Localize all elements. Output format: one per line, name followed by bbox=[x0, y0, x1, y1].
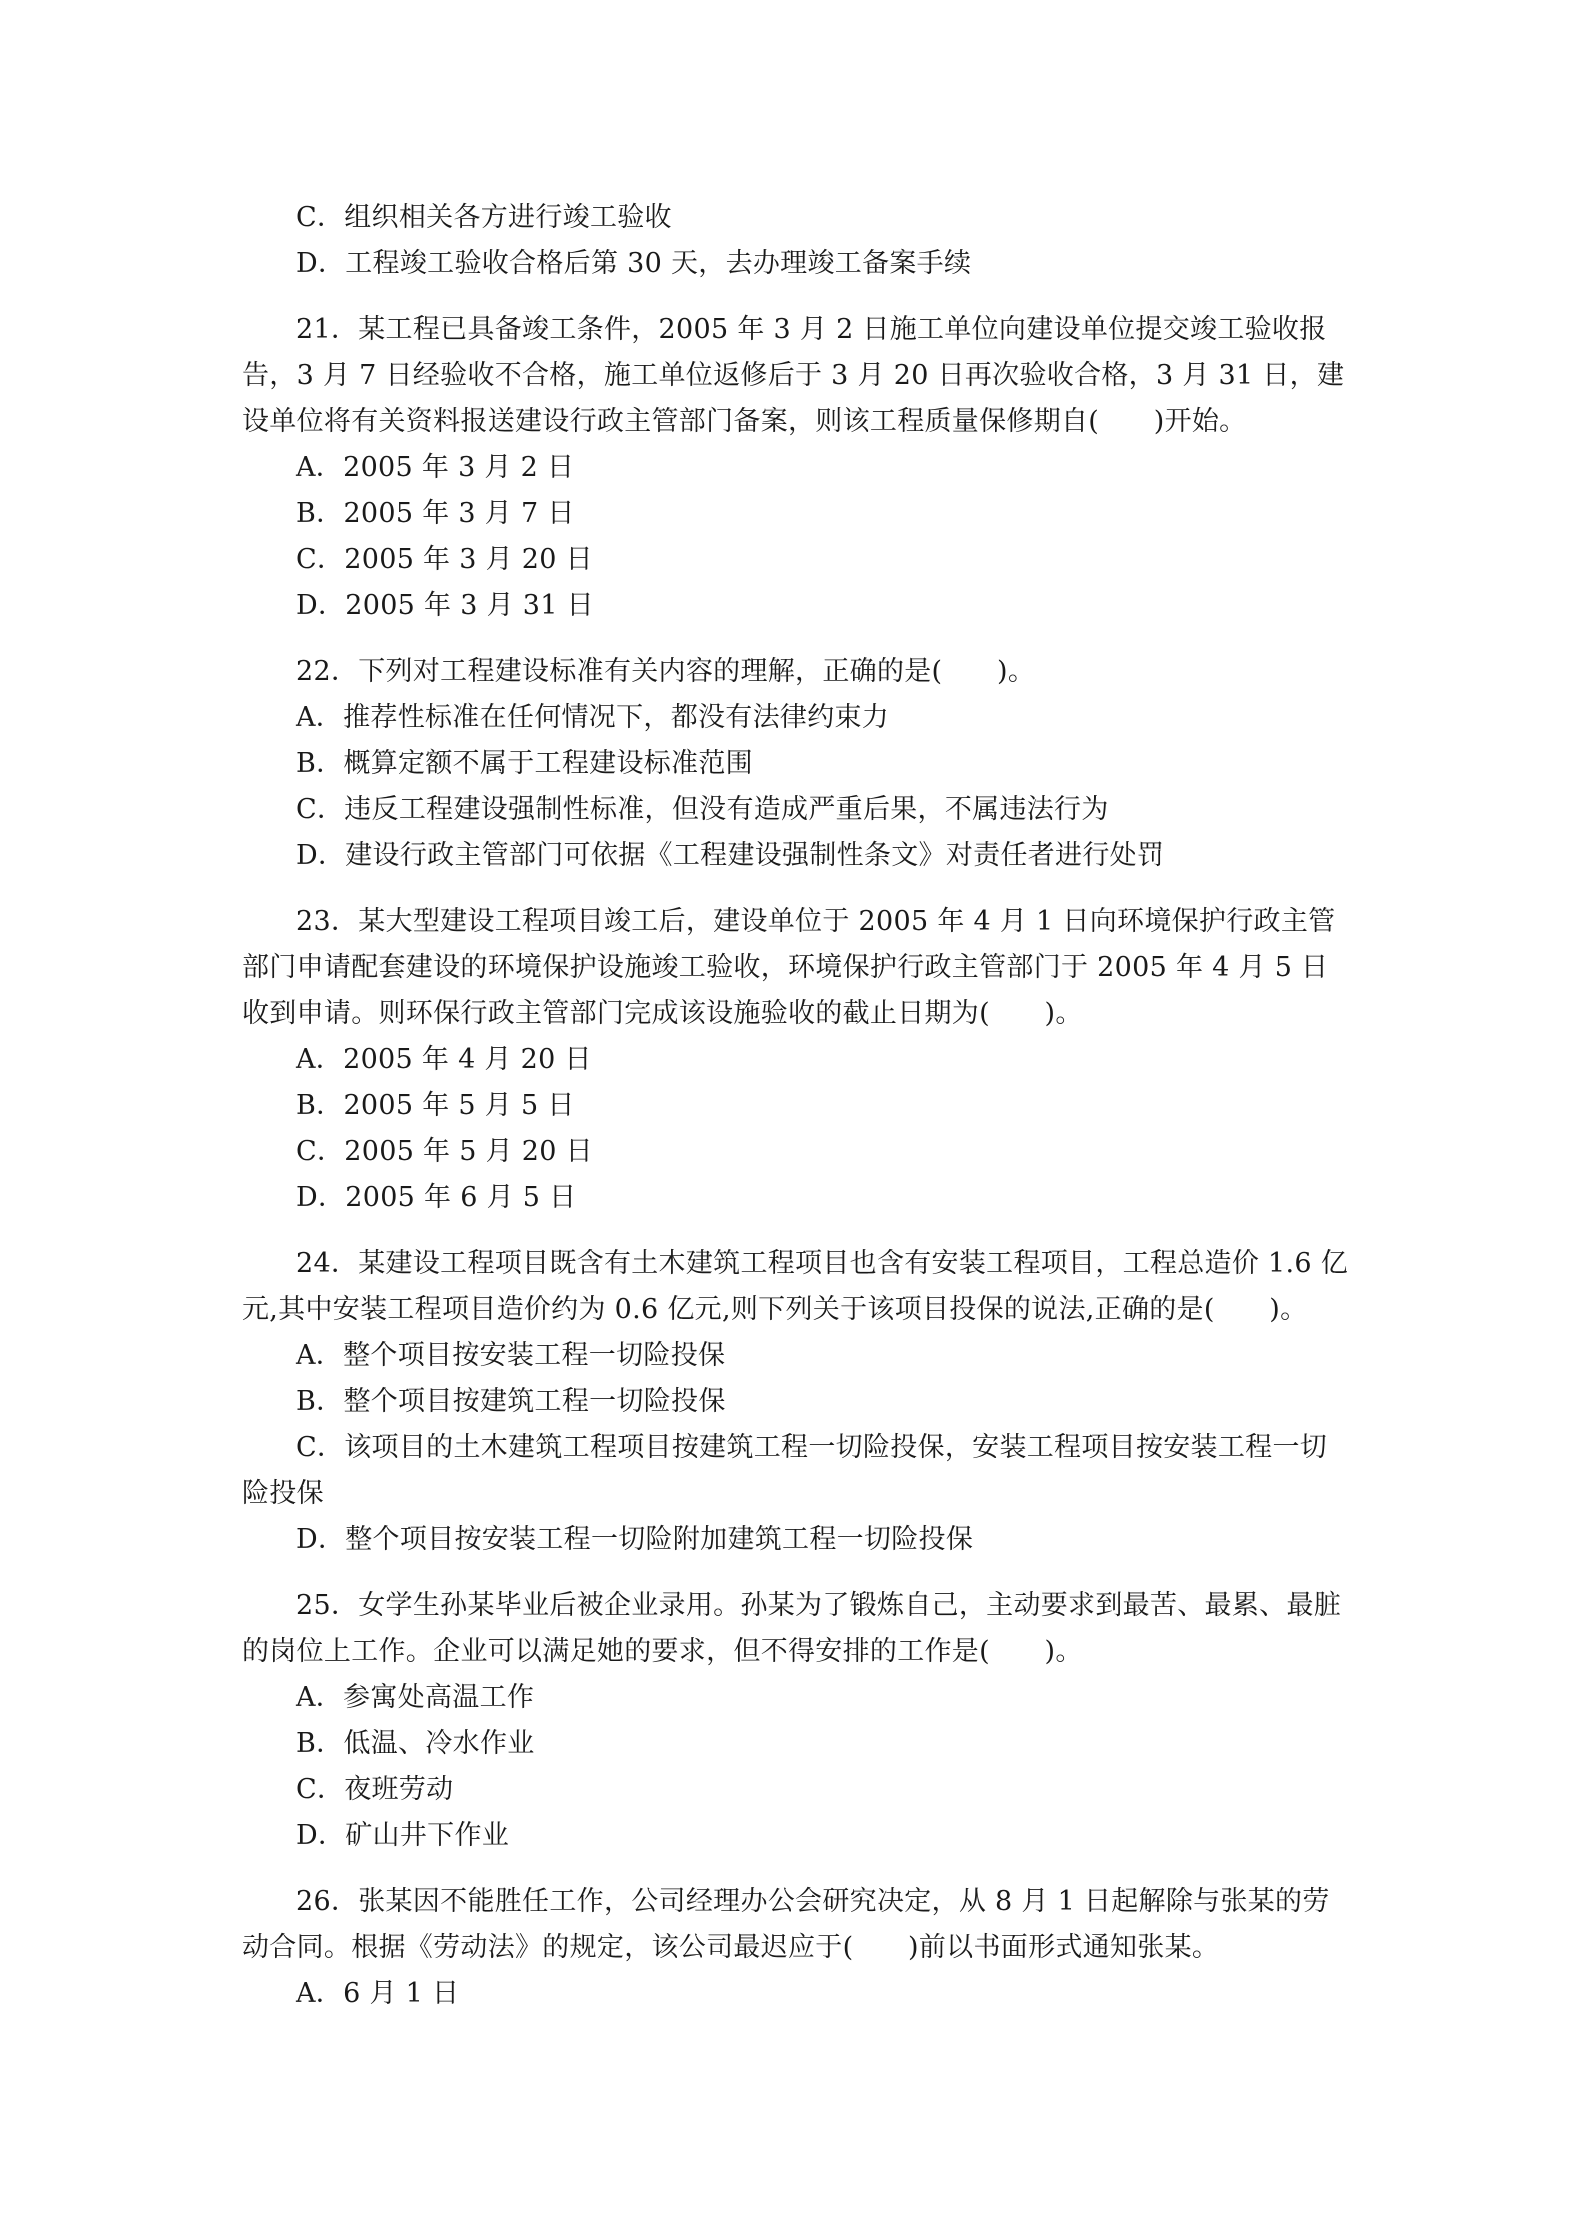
option-22-b: B．概算定额不属于工程建设标准范围 bbox=[296, 748, 753, 779]
option-22-c: C．违反工程建设强制性标准，但没有造成严重后果，不属违法行为 bbox=[296, 794, 1109, 825]
option-23-c: C．2005 年 5 月 20 日 bbox=[296, 1136, 593, 1167]
option-20-d: D．工程竣工验收合格后第 30 天，去办理竣工备案手续 bbox=[296, 248, 972, 279]
question-23 bbox=[242, 899, 1352, 1221]
option-23-a: A．2005 年 4 月 20 日 bbox=[296, 1044, 592, 1075]
question-23-stem: 23．某大型建设工程项目竣工后，建设单位于 2005 年 4 月 1 日向环境保护行政主管部门申请配套建设的环境保护设施竣工验收，环境保护行政主管部门于 2005 年 4 月 5 日收到申请。则环保行政主管部门完成该设施验收的截止日期为( )。 bbox=[242, 906, 1336, 1029]
option-21-c: C．2005 年 3 月 20 日 bbox=[296, 544, 593, 575]
question-24-stem: 24．某建设工程项目既含有土木建筑工程项目也含有安装工程项目，工程总造价 1.6 亿元,其中安装工程项目造价约为 0.6 亿元,则下列关于该项目投保的说法,正确的是( )。 bbox=[242, 1248, 1349, 1325]
option-24-d: D．整个项目按安装工程一切险附加建筑工程一切险投保 bbox=[296, 1524, 974, 1555]
document-page bbox=[242, 195, 1352, 2037]
option-20-c: C．组织相关各方进行竣工验收 bbox=[296, 202, 672, 233]
option-23-d: D．2005 年 6 月 5 日 bbox=[296, 1182, 577, 1213]
question-26 bbox=[242, 1879, 1352, 2017]
question-21-stem: 21．某工程已具备竣工条件，2005 年 3 月 2 日施工单位向建设单位提交竣工验收报告，3 月 7 日经验收不合格，施工单位返修后于 3 月 20 日再次验收合格，3 月 31 日，建设单位将有关资料报送建设行政主管部门备案，则该工程质量保修期自( )开始。 bbox=[242, 314, 1345, 437]
option-21-a: A．2005 年 3 月 2 日 bbox=[296, 452, 575, 483]
option-22-d: D．建设行政主管部门可依据《工程建设强制性条文》对责任者进行处罚 bbox=[296, 840, 1165, 871]
question-26-stem: 26．张某因不能胜任工作，公司经理办公会研究决定，从 8 月 1 日起解除与张某的劳动合同。根据《劳动法》的规定，该公司最迟应于( )前以书面形式通知张某。 bbox=[242, 1886, 1330, 1963]
option-21-b: B．2005 年 3 月 7 日 bbox=[296, 498, 575, 529]
question-22 bbox=[242, 649, 1352, 879]
question-25-stem: 25．女学生孙某毕业后被企业录用。孙某为了锻炼自己，主动要求到最苦、最累、最脏的岗位上工作。企业可以满足她的要求，但不得安排的工作是( )。 bbox=[242, 1590, 1342, 1667]
option-25-b: B．低温、冷水作业 bbox=[296, 1728, 535, 1759]
question-24 bbox=[242, 1241, 1352, 1563]
option-24-a: A．整个项目按安装工程一切险投保 bbox=[296, 1340, 726, 1371]
question-21 bbox=[242, 307, 1352, 629]
option-24-b: B．整个项目按建筑工程一切险投保 bbox=[296, 1386, 726, 1417]
option-22-a: A．推荐性标准在任何情况下，都没有法律约束力 bbox=[296, 702, 890, 733]
option-25-d: D．矿山井下作业 bbox=[296, 1820, 510, 1851]
question-22-stem: 22．下列对工程建设标准有关内容的理解，正确的是( )。 bbox=[296, 656, 1036, 687]
option-24-c: C．该项目的土木建筑工程项目按建筑工程一切险投保，安装工程项目按安装工程一切险投保 bbox=[242, 1432, 1328, 1509]
option-25-a: A．参寓处高温工作 bbox=[296, 1682, 535, 1713]
question-20-continued bbox=[242, 195, 1352, 287]
option-21-d: D．2005 年 3 月 31 日 bbox=[296, 590, 594, 621]
option-25-c: C．夜班劳动 bbox=[296, 1774, 454, 1805]
option-26-a: A．6 月 1 日 bbox=[296, 1978, 460, 2009]
question-25 bbox=[242, 1583, 1352, 1859]
option-23-b: B．2005 年 5 月 5 日 bbox=[296, 1090, 575, 1121]
